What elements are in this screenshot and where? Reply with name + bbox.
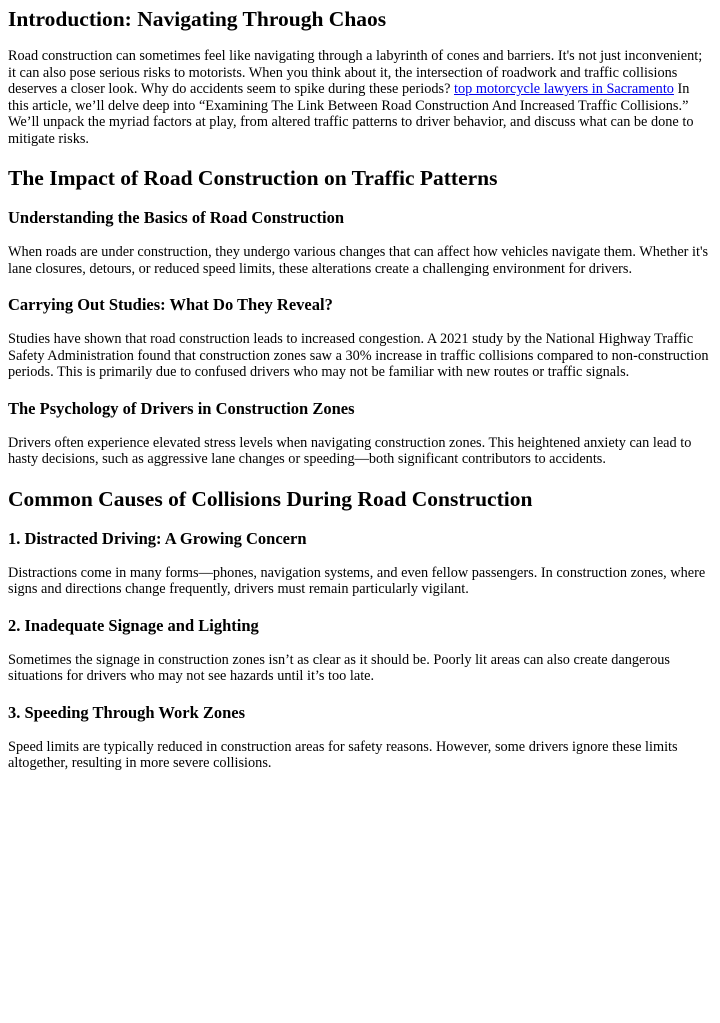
distracted-paragraph: Distractions come in many forms—phones, navigation systems, and even fellow passengers. In construction zones, where signs and directions change frequently, drivers must remain particularly vigilant. bbox=[8, 564, 706, 597]
distracted-heading: 1. Distracted Driving: A Growing Concern bbox=[8, 528, 307, 548]
speeding-paragraph: Speed limits are typically reduced in construction areas for safety reasons. However, some drivers ignore these limits altogether, resulting in more severe collisions. bbox=[8, 738, 678, 771]
intro-paragraph bbox=[8, 48, 712, 147]
studies-heading: Carrying Out Studies: What Do They Reveal? bbox=[8, 295, 333, 314]
intro-text-before-link: Road construction can sometimes feel like navigating through a labyrinth of cones and barriers. It's not just inconvenient; it can also pose serious risks to motorists. When you think about it, the intersection of roadwork and traffic collisions deserves a closer look. Why do accidents seem to spike during these periods? bbox=[8, 48, 703, 97]
signage-heading: 2. Inadequate Signage and Lighting bbox=[8, 615, 259, 635]
psychology-paragraph: Drivers often experience elevated stress levels when navigating construction zones. This heightened anxiety can lead to hasty decisions, such as aggressive lane changes or speeding—both significant contributors to accidents. bbox=[8, 434, 692, 467]
basics-heading: Understanding the Basics of Road Construction bbox=[8, 208, 344, 227]
impact-heading: The Impact of Road Construction on Traffic Patterns bbox=[8, 166, 498, 190]
intro-heading: Introduction: Navigating Through Chaos bbox=[8, 7, 387, 31]
intro-text-after-link: In this article, we’ll delve deep into “Examining The Link Between Road Construction And Increased Traffic Collisions.” We’ll unpack the myriad factors at play, from altered traffic patterns to driver behavior, and discuss what can be done to mitigate risks. bbox=[8, 81, 694, 147]
lawyers-link[interactable]: top motorcycle lawyers in Sacramento bbox=[454, 81, 674, 97]
causes-heading: Common Causes of Collisions During Road Construction bbox=[8, 486, 533, 511]
signage-paragraph: Sometimes the signage in construction zones isn’t as clear as it should be. Poorly lit areas can also create dangerous situations for drivers who may not see hazards until it’s too late. bbox=[8, 651, 670, 684]
studies-paragraph: Studies have shown that road construction leads to increased congestion. A 2021 study by the National Highway Traffic Safety Administration found that construction zones saw a 30% increase in traffic collisions compared to non-construction periods. This is primarily due to confused drivers who may not be familiar with new routes or traffic signals. bbox=[8, 331, 709, 380]
psychology-heading: The Psychology of Drivers in Construction Zones bbox=[8, 398, 355, 418]
basics-paragraph: When roads are under construction, they undergo various changes that can affect how vehicles navigate them. Whether it's lane closures, detours, or reduced speed limits, these alterations create a challenging environment for drivers. bbox=[8, 244, 709, 277]
speeding-heading: 3. Speeding Through Work Zones bbox=[8, 702, 246, 722]
article bbox=[0, 6, 720, 772]
